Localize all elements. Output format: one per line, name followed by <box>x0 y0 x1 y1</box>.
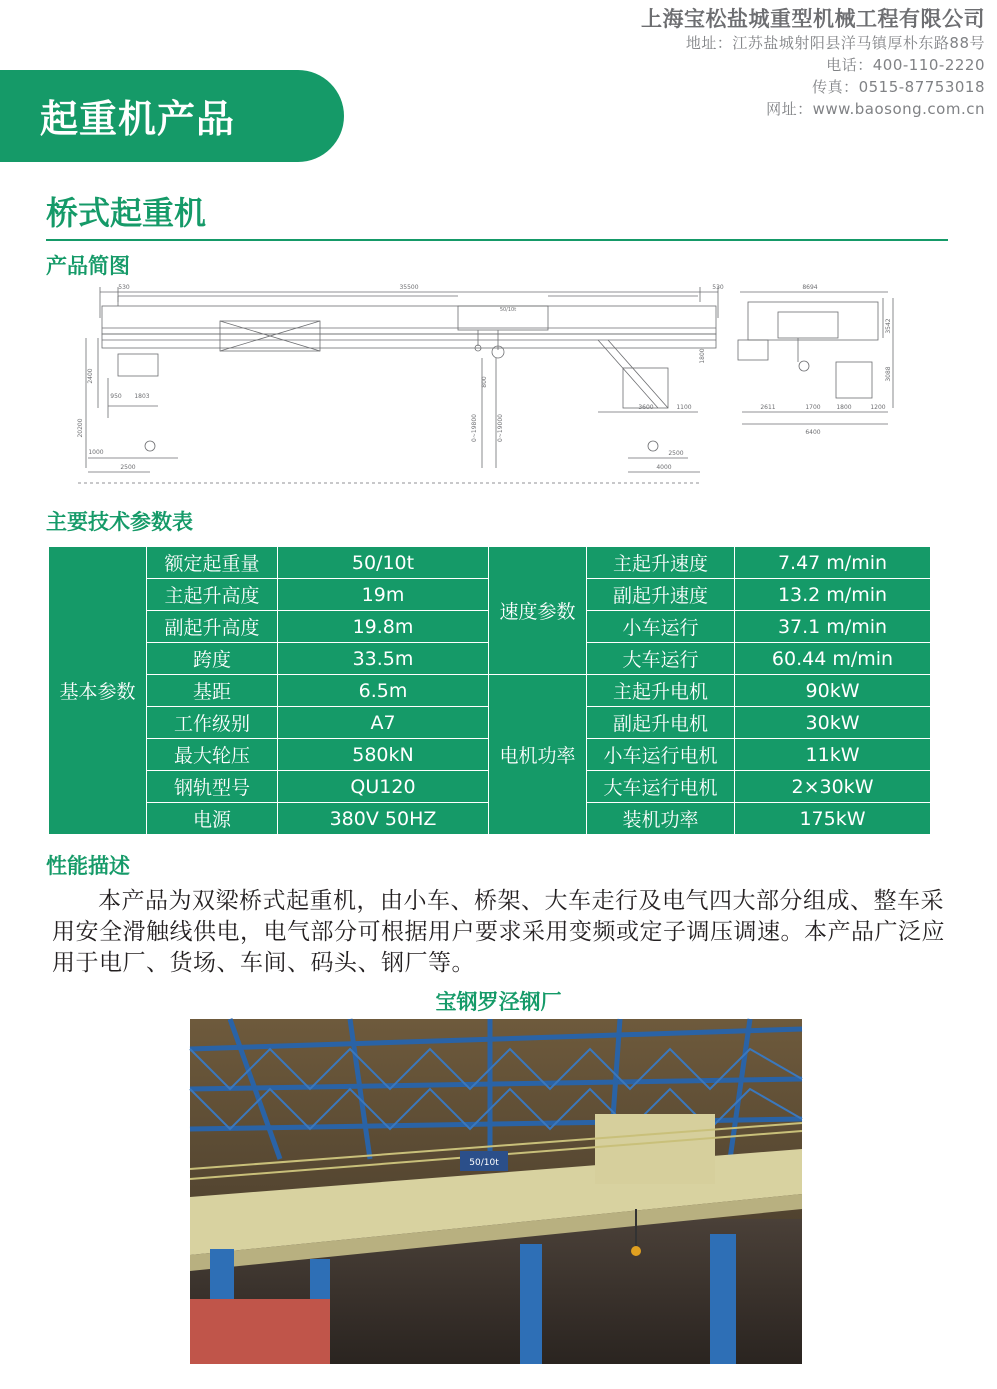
category-banner <box>0 70 344 162</box>
spec-value: A7 <box>278 707 489 739</box>
dim-950: 950 <box>110 393 122 400</box>
description-text: 本产品为双梁桥式起重机，由小车、桥架、大车走行及电气四大部分组成、整车采用安全滑触线供电，电气部分可根据用户要求采用变频或定子调压调速。本产品广泛应用于电厂、货场、车间、码头、钢厂等。 <box>52 888 945 976</box>
dim-2611: 2611 <box>760 404 776 411</box>
dim-4000: 4000 <box>656 464 672 471</box>
dim-20200: 20200 <box>77 418 84 438</box>
dim-1803: 1803 <box>134 393 150 400</box>
dim-1800: 1800 <box>699 348 706 364</box>
spec-label: 主起升速度 <box>587 547 735 579</box>
dim-3600: 3600 <box>638 404 654 411</box>
dim-530-right: 530 <box>712 284 724 291</box>
spec-value: 380V 50HZ <box>278 803 489 835</box>
dim-2400: 2400 <box>87 368 94 384</box>
dim-2500-left: 2500 <box>120 464 136 471</box>
group-basic: 基本参数 <box>49 547 147 835</box>
spec-label: 大车运行电机 <box>587 771 735 803</box>
spec-value: 50/10t <box>278 547 489 579</box>
dim-800: 800 <box>481 376 488 388</box>
company-info <box>641 6 985 120</box>
dim-530-left: 530 <box>118 284 130 291</box>
title-divider <box>46 239 948 241</box>
dim-35500: 35500 <box>399 284 419 291</box>
company-address: 地址：江苏盐城射阳县洋马镇厚朴东路88号 <box>685 34 985 52</box>
spec-label: 主起升高度 <box>147 579 278 611</box>
dim-1100: 1100 <box>676 404 692 411</box>
spec-table <box>48 546 931 835</box>
spec-value: QU120 <box>278 771 489 803</box>
dim-3088: 3088 <box>885 366 892 382</box>
spec-value: 19.8m <box>278 611 489 643</box>
spec-label: 副起升电机 <box>587 707 735 739</box>
spec-value: 30kW <box>735 707 931 739</box>
photo-caption: 宝钢罗泾钢厂 <box>435 990 562 1014</box>
spec-label: 最大轮压 <box>147 739 278 771</box>
spec-value: 11kW <box>735 739 931 771</box>
spec-label: 小车运行电机 <box>587 739 735 771</box>
trolley-plate: 50/10t <box>499 307 517 313</box>
dim-19000: 0~19000 <box>497 414 504 442</box>
spec-value: 37.1 m/min <box>735 611 931 643</box>
spec-label: 副起升速度 <box>587 579 735 611</box>
dim-1800-side: 1800 <box>836 404 852 411</box>
spec-value: 2×30kW <box>735 771 931 803</box>
spec-label: 工作级别 <box>147 707 278 739</box>
company-phone: 电话：400-110-2220 <box>826 56 985 74</box>
dim-3542: 3542 <box>885 318 892 334</box>
spec-label: 额定起重量 <box>147 547 278 579</box>
company-website: 网址：www.baosong.com.cn <box>766 100 985 118</box>
section-drawing-heading: 产品简图 <box>46 254 130 278</box>
product-title: 桥式起重机 <box>46 194 207 232</box>
spec-label: 电源 <box>147 803 278 835</box>
company-fax: 传真：0515-87753018 <box>812 78 985 96</box>
dim-6400: 6400 <box>805 429 821 436</box>
spec-label: 小车运行 <box>587 611 735 643</box>
spec-value: 33.5m <box>278 643 489 675</box>
dim-1200: 1200 <box>870 404 886 411</box>
company-name: 上海宝松盐城重型机械工程有限公司 <box>641 7 985 31</box>
section-specs-heading: 主要技术参数表 <box>46 510 193 534</box>
group-motor: 电机功率 <box>489 675 587 835</box>
spec-label: 主起升电机 <box>587 675 735 707</box>
spec-value: 175kW <box>735 803 931 835</box>
group-speed: 速度参数 <box>489 547 587 675</box>
dim-1700: 1700 <box>805 404 821 411</box>
spec-value: 90kW <box>735 675 931 707</box>
crane-plate-text: 50/10t <box>469 1158 499 1168</box>
section-performance-heading: 性能描述 <box>46 854 130 878</box>
crane-site-photo <box>190 1019 802 1364</box>
dim-2500-right: 2500 <box>668 450 684 457</box>
spec-value: 60.44 m/min <box>735 643 931 675</box>
spec-value: 13.2 m/min <box>735 579 931 611</box>
dim-1000: 1000 <box>88 449 104 456</box>
spec-label: 基距 <box>147 675 278 707</box>
spec-value: 580kN <box>278 739 489 771</box>
spec-label: 钢轨型号 <box>147 771 278 803</box>
banner-title: 起重机产品 <box>40 97 236 141</box>
spec-value: 6.5m <box>278 675 489 707</box>
performance-description <box>52 886 960 979</box>
dim-8694: 8694 <box>802 284 818 291</box>
crane-technical-drawing <box>78 278 900 484</box>
spec-label: 跨度 <box>147 643 278 675</box>
dim-19800: 0~19800 <box>471 414 478 442</box>
spec-label: 装机功率 <box>587 803 735 835</box>
spec-label: 大车运行 <box>587 643 735 675</box>
spec-value: 7.47 m/min <box>735 547 931 579</box>
spec-value: 19m <box>278 579 489 611</box>
spec-label: 副起升高度 <box>147 611 278 643</box>
